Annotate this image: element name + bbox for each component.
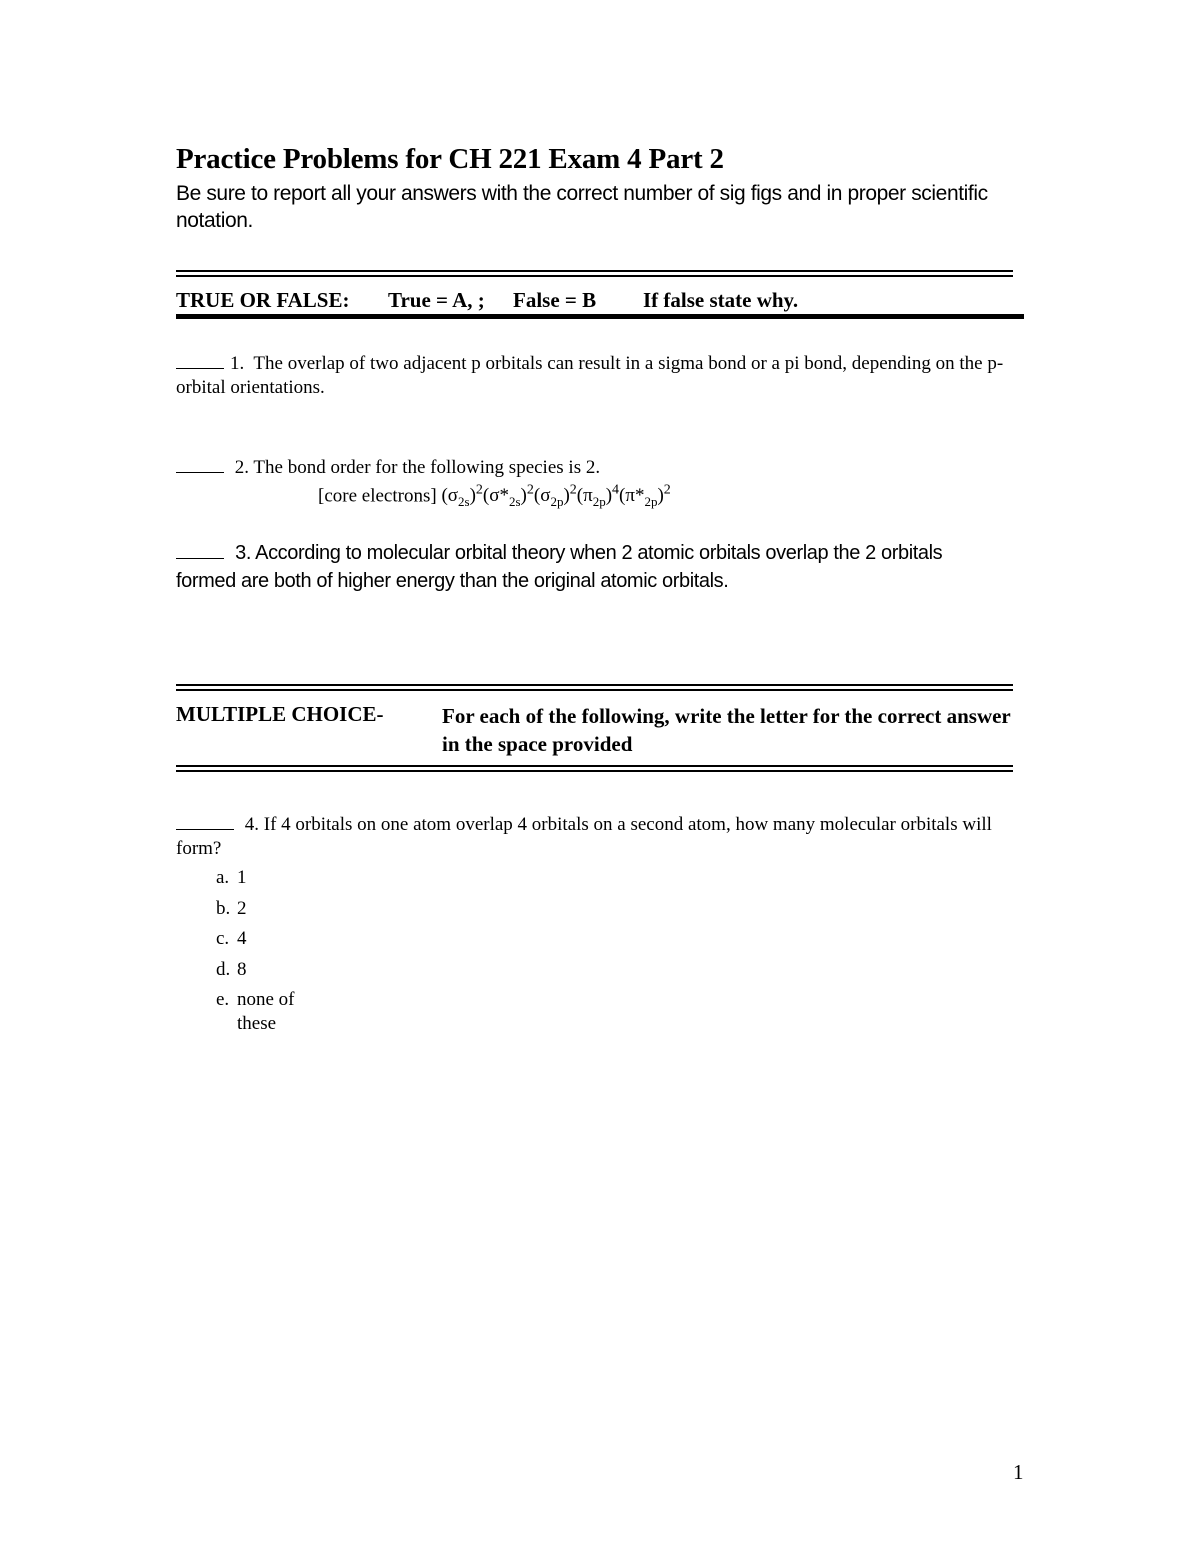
option-b (216, 897, 327, 928)
multiple-choice-label: MULTIPLE CHOICE- (176, 702, 384, 726)
divider (176, 270, 1013, 272)
question-4 (176, 812, 1006, 861)
multiple-choice-instruction: For each of the following, write the letter for the correct answer in the space provided (442, 704, 1011, 756)
formula-term: $(\sigma*_{2s})^2$ (482, 483, 534, 510)
divider (176, 314, 1024, 319)
formula-term: $(\pi*_{2p})^2$ (619, 483, 671, 510)
option-text: 8 (237, 958, 247, 980)
divider (176, 684, 1013, 686)
question-number: 2. (234, 457, 249, 478)
answer-blank[interactable] (176, 541, 224, 559)
option-d (216, 958, 327, 989)
option-letter: c. (216, 928, 230, 949)
question-1 (176, 351, 1006, 400)
option-c (216, 927, 327, 958)
option-letter: e. (216, 989, 230, 1010)
question-3 (176, 539, 1006, 595)
question-text: The bond order for the following species is 2. (253, 457, 601, 478)
formula-term: $(\sigma_{2s})^2$ (441, 483, 483, 510)
true-key: True = A, ; (388, 288, 485, 312)
question-number: 1. (230, 353, 245, 374)
option-text: 1 (237, 867, 247, 888)
question-text: According to molecular orbital theory when 2 atomic orbitals overlap the 2 orbitals formed are both of higher energy than the original atomic orbitals. (176, 542, 943, 592)
formula-term: $(\sigma_{2p})^2$ (533, 483, 577, 510)
option-letter: d. (216, 958, 231, 980)
divider (176, 765, 1013, 767)
answer-blank[interactable] (176, 351, 224, 369)
section-instruction: If false state why. (643, 288, 799, 312)
formula-term: $(\pi_{2p})^4$ (576, 483, 620, 510)
divider (176, 689, 1013, 691)
electron-configuration (318, 483, 671, 510)
option-a (216, 866, 327, 897)
question-text: The overlap of two adjacent p orbitals can result in a sigma bond or a pi bond, depending on the p-orbital orientations. (176, 353, 1004, 398)
option-text: none of these (237, 989, 295, 1034)
page-number: 1 (1013, 1460, 1024, 1484)
option-text: 4 (237, 928, 247, 949)
true-false-heading (176, 288, 798, 313)
page-title: Practice Problems for CH 221 Exam 4 Part 2 (176, 143, 724, 175)
instructions-text: Be sure to report all your answers with the correct number of sig figs and in proper scientific notation. (176, 182, 988, 232)
question-number: 4. (244, 814, 259, 835)
question-text: If 4 orbitals on one atom overlap 4 orbitals on a second atom, how many molecular orbitals will form? (176, 814, 992, 859)
question-2 (176, 455, 1006, 480)
divider (176, 770, 1013, 772)
question-number: 3. (235, 542, 252, 564)
false-key: False = B (513, 288, 597, 312)
divider (176, 275, 1013, 277)
option-e (216, 988, 327, 1036)
option-text: 2 (237, 897, 247, 919)
answer-blank[interactable] (176, 455, 224, 473)
answer-options (216, 866, 327, 1036)
option-letter: a. (216, 867, 230, 888)
option-letter: b. (216, 897, 231, 919)
answer-blank[interactable] (176, 812, 234, 830)
section-label: TRUE OR FALSE: (176, 288, 350, 312)
formula-prefix: [core electrons] (318, 485, 437, 507)
